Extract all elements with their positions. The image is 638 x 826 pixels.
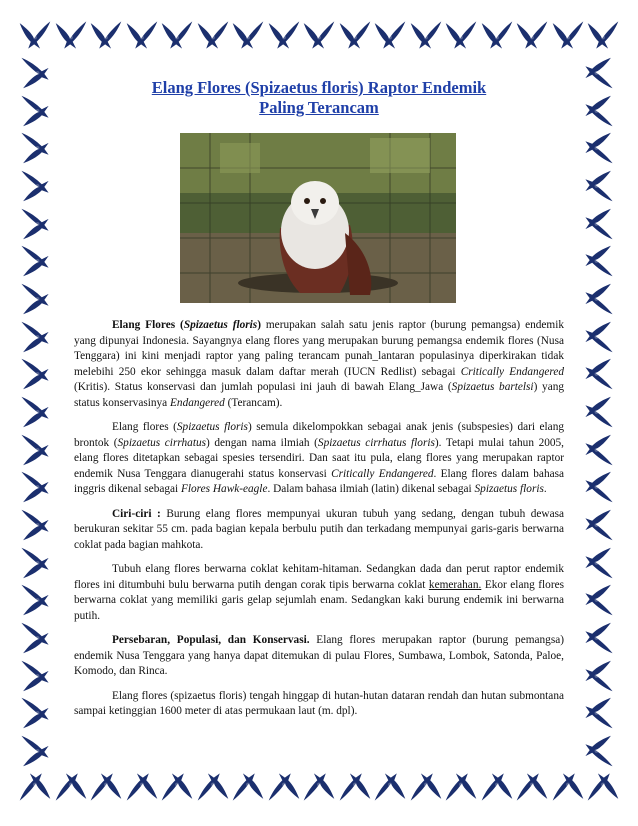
swallow-bird-icon [551, 18, 585, 52]
p1-i2: Spizaetus bartelsi [451, 381, 534, 393]
p2-i4: Critically Endangered [331, 467, 434, 480]
swallow-bird-icon [18, 357, 52, 391]
title-line-2: Paling Terancam [259, 98, 379, 117]
p1-lead: Elang Flores ( [112, 319, 184, 331]
swallow-bird-icon [582, 696, 616, 730]
p2-t4: ). Tetapi mulai tahun 2005, elang flores ditetapkan sebagai spesies tersendiri. Dan saat itu pula, elang flores yang merupakan raptor endemik Nusa Tenggara dianugerahi status konservasi [74, 436, 564, 480]
border-right [582, 56, 622, 768]
paragraph-intro [74, 318, 564, 411]
p2-t6: . Dalam bahasa ilmiah (latin) dikenal sebagai [267, 483, 475, 495]
swallow-bird-icon [18, 583, 52, 617]
p1-t2: (Kritis). Status konservasi dan jumlah populasi ini jauh di bawah Elang_Jawa ( [74, 381, 452, 393]
swallow-bird-icon [18, 508, 52, 542]
swallow-bird-icon [582, 94, 616, 128]
swallow-bird-icon [18, 470, 52, 504]
swallow-bird-icon [18, 696, 52, 730]
paragraph-characteristics [74, 507, 564, 554]
swallow-bird-icon [302, 770, 336, 804]
swallow-bird-icon [160, 18, 194, 52]
swallow-bird-icon [267, 770, 301, 804]
title-line-1: Elang Flores (Spizaetus floris) Raptor Endemik [151, 78, 487, 97]
swallow-bird-icon [18, 621, 52, 655]
swallow-bird-icon [582, 207, 616, 241]
swallow-bird-icon [89, 770, 123, 804]
p2-t2: ) semula dikelompokkan sebagai anak jenis (subspesies) dari elang brontok ( [74, 421, 564, 449]
swallow-bird-icon [18, 94, 52, 128]
swallow-bird-icon [515, 18, 549, 52]
swallow-bird-icon [582, 583, 616, 617]
swallow-bird-icon [582, 508, 616, 542]
p1-lead-italic: Spizaetus floris [183, 319, 258, 331]
swallow-bird-icon [196, 770, 230, 804]
swallow-bird-icon [586, 770, 620, 804]
swallow-bird-icon [480, 18, 514, 52]
paragraph-body-color [74, 562, 564, 624]
p2-i3: Spizaetus cirrhatus floris [317, 436, 435, 449]
paragraph-taxonomy [74, 420, 564, 498]
swallow-bird-icon [582, 621, 616, 655]
p3-t1: Burung elang flores mempunyai ukuran tubuh yang sedang, dengan tubuh dewasa berukuran sekitar 55 cm. pada bagian kepala berbulu putih dan terkadang mempunyai garis-garis berwarna coklat pada bagian mahkota. [74, 507, 564, 551]
p6-t1: Elang flores (spizaetus floris) tengah hinggap di hutan-hutan dataran rendah dan hutan submontana sampai ketinggian 1600 meter di atas permukaan laut (m. dpl). [74, 689, 564, 717]
swallow-bird-icon [18, 770, 52, 804]
p3-bold: Ciri-ciri : [112, 507, 161, 520]
p1-lead-end: ) [257, 319, 261, 331]
swallow-bird-icon [89, 18, 123, 52]
paragraph-habitat [74, 689, 564, 720]
swallow-bird-icon [231, 18, 265, 52]
swallow-bird-icon [582, 320, 616, 354]
swallow-bird-icon [18, 207, 52, 241]
p1-t4: (Terancam). [224, 396, 283, 409]
p1-i3: Endangered [170, 396, 225, 409]
swallow-bird-icon [582, 433, 616, 467]
swallow-bird-icon [160, 770, 194, 804]
swallow-bird-icon [18, 56, 52, 90]
paragraph-distribution [74, 633, 564, 680]
swallow-bird-icon [18, 169, 52, 203]
swallow-bird-icon [444, 18, 478, 52]
p4-t1: Tubuh elang flores berwarna coklat kehitam-hitaman. Sedangkan dada dan perut raptor endemik flores ini ditumbuhi bulu berwarna putih dengan corak tipis berwarna coklat [74, 563, 564, 591]
article-body [74, 318, 564, 729]
swallow-bird-icon [338, 18, 372, 52]
page-title [100, 78, 538, 118]
swallow-bird-icon [582, 131, 616, 165]
swallow-bird-icon [54, 18, 88, 52]
swallow-bird-icon [302, 18, 336, 52]
p2-t3: ) dengan nama ilmiah ( [206, 436, 318, 449]
p1-t3: ) yang status konservasinya [74, 381, 564, 409]
swallow-bird-icon [582, 659, 616, 693]
swallow-bird-icon [551, 770, 585, 804]
swallow-bird-icon [582, 244, 616, 278]
swallow-bird-icon [18, 546, 52, 580]
p2-i6: Spizaetus floris [474, 483, 544, 495]
swallow-bird-icon [18, 282, 52, 316]
swallow-bird-icon [582, 734, 616, 768]
swallow-bird-icon [373, 770, 407, 804]
border-bottom [18, 770, 620, 810]
swallow-bird-icon [231, 770, 265, 804]
p5-t1: Elang flores merupakan raptor (burung pemangsa) endemik Nusa Tenggara yang hanya dapat ditemukan di pulau Flores, Sumbawa, Lombok, Satonda, Paloe, Komodo, dan Rinca. [74, 634, 564, 677]
swallow-bird-icon [444, 770, 478, 804]
swallow-bird-icon [18, 18, 52, 52]
swallow-bird-icon [582, 470, 616, 504]
swallow-bird-icon [582, 169, 616, 203]
swallow-bird-icon [582, 357, 616, 391]
border-top [18, 18, 620, 58]
swallow-bird-icon [582, 56, 616, 90]
swallow-bird-icon [586, 18, 620, 52]
eagle-photo [180, 133, 456, 303]
swallow-bird-icon [267, 18, 301, 52]
p2-t1: Elang flores ( [112, 421, 177, 433]
swallow-bird-icon [18, 131, 52, 165]
swallow-bird-icon [582, 282, 616, 316]
p4-u1: kemerahan. [428, 578, 482, 591]
swallow-bird-icon [515, 770, 549, 804]
swallow-bird-icon [18, 244, 52, 278]
swallow-bird-icon [18, 320, 52, 354]
swallow-bird-icon [18, 734, 52, 768]
border-left [18, 56, 58, 768]
p2-i2: Spizaetus cirrhatus [117, 436, 207, 449]
swallow-bird-icon [125, 770, 159, 804]
swallow-bird-icon [582, 546, 616, 580]
p5-bold: Persebaran, Populasi, dan Konservasi. [112, 634, 310, 646]
p2-t5: . Elang flores dalam bahasa inggris dikenal sebagai [74, 467, 565, 495]
p1-t1: merupakan salah satu jenis raptor (burung pemangsa) endemik yang dipunyai Indonesia. Sayangnya elang flores yang merupakan burung pemangsa endemik flores (Nusa Tenggara) ini kini menjadi raptor yang paling terancam punah_lantaran populasinya diperkirakan tidak melebihi 250 ekor sehingga masuk dalam daftar merah (IUCN Redlist) sebagai [74, 319, 564, 378]
swallow-bird-icon [480, 770, 514, 804]
swallow-bird-icon [409, 18, 443, 52]
swallow-bird-icon [338, 770, 372, 804]
swallow-bird-icon [582, 395, 616, 429]
swallow-bird-icon [196, 18, 230, 52]
p4-t2: Ekor elang flores berwarna coklat yang memiliki garis gelap sejumlah enam. Sedangkan kaki burung endemik ini berwarna putih. [74, 578, 564, 622]
swallow-bird-icon [409, 770, 443, 804]
swallow-bird-icon [18, 395, 52, 429]
swallow-bird-icon [373, 18, 407, 52]
swallow-bird-icon [18, 433, 52, 467]
swallow-bird-icon [125, 18, 159, 52]
swallow-bird-icon [54, 770, 88, 804]
p2-t7: . [543, 483, 547, 495]
p1-i1: Critically Endangered [460, 365, 565, 378]
swallow-bird-icon [18, 659, 52, 693]
p2-i1: Spizaetus floris [176, 421, 248, 433]
p2-i5: Flores Hawk-eagle [180, 483, 268, 495]
